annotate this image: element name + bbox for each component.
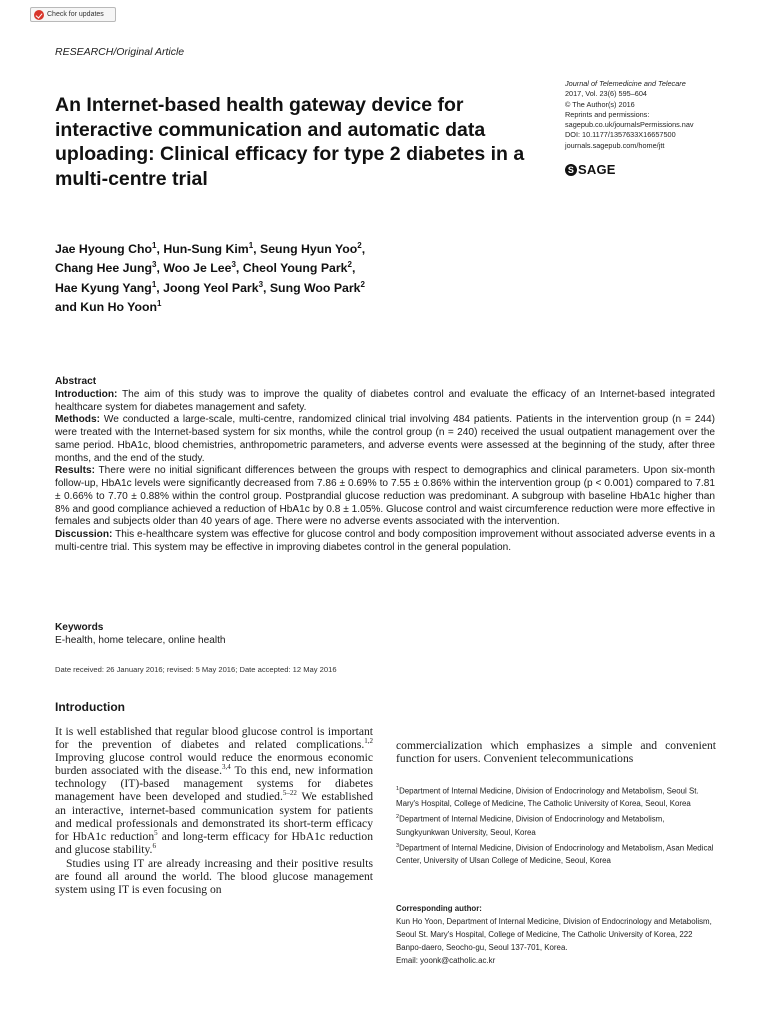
- abstract-section-text: There were no initial significant differences between the groups with respect to demographics and clinical parameters. Upon six-month follow-up, HbA1c levels were significantly decreased from 7.86 ± 0.69% to 7.55 ± 0.86% within the intervention group (p < 0.001) compared to 7.81 ± 0.66% to 7.70 ± 0.88% within the control group. Postprandial glucose reduction was predominant. A subgroup with baseline HbA1c higher than 8% and good compliance achieved a reduction of HbA1c by 0.8 ± 1.05%. Glucose control and waist circumference reduction were more effective in females and subjects older than 40 years of age. There were no adverse events associated with the intervention.: [55, 465, 715, 528]
- introduction-heading: Introduction: [55, 700, 125, 714]
- author-affiliation: 2: [347, 260, 352, 270]
- affiliation-number: 3: [396, 842, 400, 849]
- author-name: and Kun Ho Yoon: [55, 300, 158, 315]
- intro-text: We established an interactive, internet-based communication system for patients and medical professionals and demonstrated its short-term efficacy for HbA1c reduction: [55, 790, 373, 843]
- sage-logo: [565, 162, 616, 177]
- author-name: Woo Je Lee: [163, 261, 232, 276]
- author-affiliation: 1: [152, 241, 157, 250]
- abstract-section-head: Discussion:: [55, 529, 113, 540]
- author-affiliation: 1: [151, 279, 157, 289]
- intro-text: It is well established that regular blood glucose control is important for the prevention of diabetes and related complications.: [55, 725, 373, 752]
- author-name: Chang Hee Jung: [55, 261, 153, 276]
- introduction-paragraph-2: Studies using IT are already increasing and their positive results are found all around the world. The blood glucose management system using IT is even focusing on: [55, 856, 373, 897]
- author-separator: ,: [361, 242, 366, 257]
- citation-ref[interactable]: 6: [152, 841, 156, 850]
- author-affiliation: 3: [231, 260, 236, 270]
- affiliation-number: 2: [396, 814, 400, 821]
- abstract-section-head: Results:: [55, 465, 95, 477]
- journal-volume: 2017, Vol. 23(6) 595–604: [565, 89, 647, 99]
- journal-name: Journal of Telemedicine and Telecare: [565, 79, 686, 88]
- affiliation-text: Department of Internal Medicine, Division of Endocrinology and Metabolism, Asan Medical Center, University of Ulsan College of Medicine, Seoul, Korea: [396, 843, 714, 866]
- abstract: [55, 376, 715, 555]
- journal-reprints-link[interactable]: sagepub.co.uk/journalsPermissions.nav: [565, 120, 694, 130]
- author-name: Jae Hyoung Cho: [55, 242, 153, 257]
- intro-text: and long-term efficacy for HbA1c reduction and glucose stability.: [55, 829, 373, 856]
- abstract-section-text: This e-healthcare system was effective for glucose control and body composition improvement without associated adverse events in a multi-centre trial. This system may be effective in improving diabetes control in the general population.: [55, 529, 715, 553]
- author-affiliation: 2: [360, 279, 365, 289]
- affiliation-item: [396, 811, 716, 839]
- abstract-section-head: Introduction:: [55, 388, 118, 400]
- introduction-paragraph-1: [55, 725, 373, 856]
- corresponding-heading: Corresponding author:: [396, 904, 482, 913]
- sage-logo-text: SAGE: [578, 162, 616, 177]
- citation-ref[interactable]: 5: [154, 828, 158, 837]
- author-name: Hun-Sung Kim: [163, 242, 249, 257]
- keywords-heading: Keywords: [55, 622, 104, 633]
- abstract-methods: [55, 414, 715, 465]
- author-name: Cheol Young Park: [242, 261, 348, 276]
- journal-doi[interactable]: DOI: 10.1177/1357633X16657500: [565, 130, 676, 140]
- keywords-text: E-health, home telecare, online health: [55, 635, 226, 646]
- affiliation-text: Department of Internal Medicine, Division of Endocrinology and Metabolism, Seoul St. Mary's Hospital, College of Medicine, The Catholic University of Korea, Seoul, Korea: [396, 786, 699, 809]
- left-column: [55, 700, 373, 896]
- journal-reprints: Reprints and permissions:: [565, 109, 650, 119]
- citation-ref[interactable]: 1,2: [364, 737, 373, 746]
- affiliations: [396, 783, 716, 868]
- author-separator: ,: [235, 261, 243, 276]
- journal-copyright: © The Author(s) 2016: [565, 99, 635, 109]
- check-for-updates-label: Check for updates: [47, 11, 104, 18]
- author-name: Sung Woo Park: [269, 280, 361, 295]
- author-separator: ,: [156, 280, 164, 295]
- author-separator: ,: [156, 261, 164, 276]
- intro-text: Improving glucose control would reduce the enormous economic burden associated with the disease.: [55, 751, 373, 778]
- article-dates: Date received: 26 January 2016; revised: 5 May 2016; Date accepted: 12 May 2016: [55, 665, 337, 674]
- corresponding-email[interactable]: Email: yoonk@catholic.ac.kr: [396, 955, 496, 965]
- check-for-updates-button[interactable]: [30, 7, 116, 22]
- abstract-section-text: We conducted a large-scale, multi-centre, randomized clinical trial involving 484 patients. Patients in the intervention group (n = 244) were treated with the Internet-based system for six months, while the control group (n = 240) received the usual outpatient management over the same period. HbA1c, blood chemistries, anthropometric parameters, and adverse events were assessed at the beginning of the study, after three months, and the end of the study.: [55, 414, 715, 464]
- author-name: Seung Hyun Yoo: [260, 242, 358, 257]
- author-list: [55, 238, 475, 316]
- author-separator: ,: [351, 261, 356, 276]
- affiliation-number: 1: [396, 786, 400, 792]
- right-column-text: commercialization which emphasizes a simple and convenient function for users. Convenient telecommunications: [396, 739, 716, 766]
- journal-info: [565, 79, 745, 151]
- abstract-heading: Abstract: [55, 376, 97, 387]
- abstract-section-head: Methods:: [55, 414, 100, 426]
- keywords: [55, 621, 715, 647]
- affiliation-item: [396, 783, 716, 811]
- author-name: Joong Yeol Park: [163, 280, 259, 295]
- citation-ref[interactable]: 5–22: [282, 789, 297, 798]
- abstract-introduction: [55, 389, 715, 415]
- author-affiliation: 1: [248, 241, 254, 250]
- affiliation-item: [396, 840, 716, 868]
- author-affiliation: 2: [357, 241, 362, 250]
- sage-logo-icon: S: [565, 164, 577, 176]
- corresponding-text: Kun Ho Yoon, Department of Internal Medicine, Division of Endocrinology and Metabolism, Seoul St. Mary's Hospital, College of Medicine, The Catholic University of Korea, 222 Banpo-daero, Seocho-gu, Seoul 137-701, Korea.: [396, 916, 712, 952]
- abstract-results: [55, 465, 715, 529]
- journal-home-link[interactable]: journals.sagepub.com/home/jtt: [565, 140, 665, 150]
- intro-text: To this end, new information technology (IT)-based management systems for diabetes management have been developed and studied.: [55, 764, 373, 804]
- author-affiliation: 3: [258, 279, 264, 289]
- article-type-label: RESEARCH/Original Article: [55, 46, 185, 58]
- affiliation-text: Department of Internal Medicine, Division of Endocrinology and Metabolism, Sungkyunkwan University, Seoul, Korea: [396, 814, 665, 837]
- author-name: Hae Kyung Yang: [55, 280, 152, 295]
- check-updates-icon: [34, 10, 44, 20]
- abstract-section-text: The aim of this study was to improve the quality of diabetes control and evaluate the efficacy of an Internet-based integrated healthcare system for diabetes management and safety.: [55, 388, 715, 413]
- author-affiliation: 1: [157, 299, 162, 309]
- author-separator: ,: [156, 242, 164, 257]
- corresponding-author: [396, 903, 716, 968]
- author-separator: ,: [253, 242, 261, 257]
- abstract-discussion: [55, 529, 715, 555]
- article-title: An Internet-based health gateway device for interactive communication and automatic data uploading: Clinical efficacy for type 2 diabetes in a multi-centre trial: [55, 94, 525, 190]
- citation-ref[interactable]: 3,4: [221, 763, 231, 772]
- author-affiliation: 3: [152, 260, 157, 270]
- author-separator: ,: [263, 280, 270, 295]
